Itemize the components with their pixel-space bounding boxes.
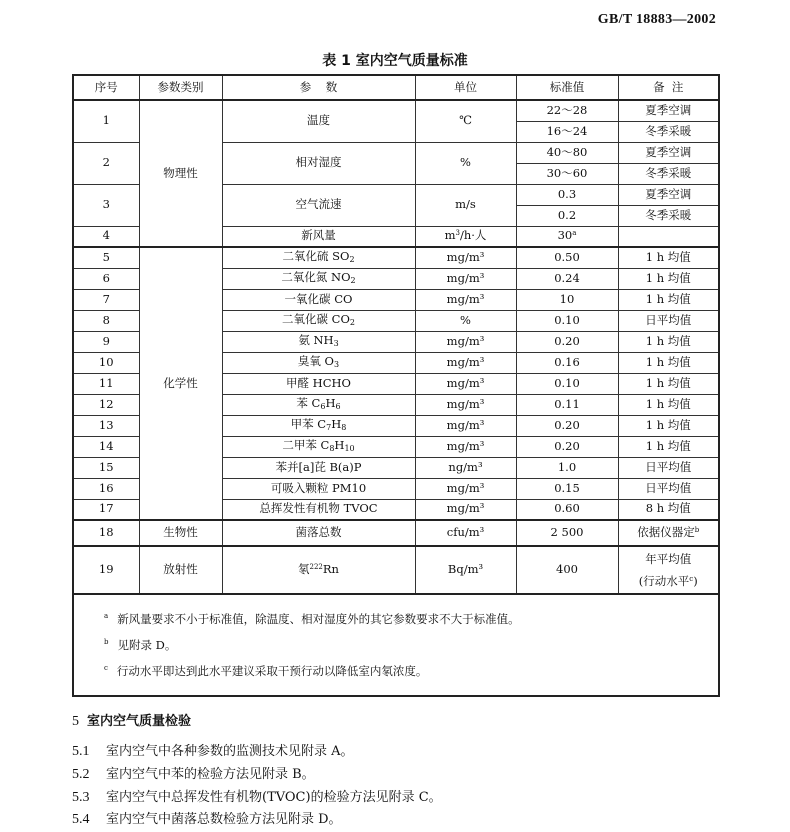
cell-unit: $m^3/h\cdot$人 [415, 226, 516, 247]
cell-no: 15 [73, 457, 139, 478]
cell-note [618, 226, 719, 247]
cell-no: 19 [73, 546, 139, 594]
cell-unit: m/s [415, 184, 516, 226]
cell-no: 12 [73, 394, 139, 415]
cell-no: 16 [73, 478, 139, 499]
cell-param: 二氧化氮 $NO_2$ [222, 268, 415, 289]
cell-value: 0.20 [516, 415, 618, 436]
cell-note: 8 h 均值 [618, 499, 719, 520]
cell-unit: cfu/m³ [415, 520, 516, 546]
cell-unit: mg/m³ [415, 247, 516, 268]
cell-note: 夏季空调 [618, 142, 719, 163]
cell-note: 夏季空调 [618, 184, 719, 205]
clause-5-3: 5.3 室内空气中总挥发性有机物(TVOC)的检验方法见附录 C。 [72, 790, 442, 805]
cell-unit: mg/m³ [415, 289, 516, 310]
footnote-row [73, 594, 719, 696]
col-header-remark: 备 注 [618, 75, 719, 100]
cell-param: 二氧化碳 $CO_2$ [222, 310, 415, 331]
cell-unit: mg/m³ [415, 373, 516, 394]
clause-5-1: 5.1 室内空气中各种参数的监测技术见附录 A。 [72, 744, 354, 759]
table-row [73, 520, 719, 546]
section-title: 室内空气质量检验 [87, 714, 192, 729]
cell-no: 11 [73, 373, 139, 394]
table-title: 表 1 室内空气质量标准 [322, 53, 468, 69]
cell-param: 二甲苯 $C_8H_{10}$ [222, 436, 415, 457]
cell-param: 温度 [222, 100, 415, 142]
cell-note: 冬季采暖 [618, 121, 719, 142]
cell-no: 2 [73, 142, 139, 184]
standard-code: GB/T 18883—2002 [597, 12, 716, 27]
cell-value: 400 [516, 546, 618, 594]
cell-param: 臭氧 $O_3$ [222, 352, 415, 373]
cell-no: 14 [73, 436, 139, 457]
cell-no: 18 [73, 520, 139, 546]
table-row [73, 100, 719, 121]
cell-param: 新风量 [222, 226, 415, 247]
cell-value: 1.0 [516, 457, 618, 478]
cell-note: 1 h 均值 [618, 268, 719, 289]
footnote-b: $^b$ 见附录 D。 [104, 638, 177, 652]
cell-param: 甲苯 $C_7H_8$ [222, 415, 415, 436]
cell-unit: mg/m³ [415, 499, 516, 520]
cell-param: 可吸入颗粒 PM10 [222, 478, 415, 499]
cell-unit: mg/m³ [415, 331, 516, 352]
cell-value: 16～24 [516, 121, 618, 142]
cell-note: 1 h 均值 [618, 394, 719, 415]
cell-note: 冬季采暖 [618, 163, 719, 184]
cell-value: 0.10 [516, 310, 618, 331]
table-footnotes [73, 594, 719, 696]
col-header-unit: 单位 [415, 75, 516, 100]
category-physical: 物理性 [139, 100, 222, 247]
cell-value: 30～60 [516, 163, 618, 184]
cell-unit: Bq/m³ [415, 546, 516, 594]
cell-note: 日平均值 [618, 310, 719, 331]
cell-unit: mg/m³ [415, 394, 516, 415]
table-row [73, 247, 719, 268]
air-quality-standard-table [72, 74, 720, 697]
cell-note: 冬季采暖 [618, 205, 719, 226]
cell-value: 0.20 [516, 436, 618, 457]
category-biological: 生物性 [139, 520, 222, 546]
table-header-row [73, 75, 719, 100]
cell-param: 二氧化硫 $SO_2$ [222, 247, 415, 268]
col-header-parameter: 参 数 [222, 75, 415, 100]
cell-value: 0.3 [516, 184, 618, 205]
cell-value: 0.24 [516, 268, 618, 289]
cell-unit: % [415, 142, 516, 184]
cell-note: 1 h 均值 [618, 352, 719, 373]
table-row [73, 546, 719, 594]
clause-5-4: 5.4 室内空气中菌落总数检验方法见附录 D。 [72, 812, 342, 827]
cell-note: 1 h 均值 [618, 289, 719, 310]
cell-unit: ng/m³ [415, 457, 516, 478]
cell-no: 4 [73, 226, 139, 247]
cell-param: 苯 $C_6H_6$ [222, 394, 415, 415]
cell-value: 0.10 [516, 373, 618, 394]
cell-value: 0.50 [516, 247, 618, 268]
cell-param: 一氧化碳 CO [222, 289, 415, 310]
cell-value: 10 [516, 289, 618, 310]
cell-note: 夏季空调 [618, 100, 719, 121]
cell-no: 9 [73, 331, 139, 352]
cell-value: 0.60 [516, 499, 618, 520]
cell-value: 0.16 [516, 352, 618, 373]
cell-unit: mg/m³ [415, 436, 516, 457]
cell-value: 2 500 [516, 520, 618, 546]
clause-5-2: 5.2 室内空气中苯的检验方法见附录 B。 [72, 767, 315, 782]
cell-note: 1 h 均值 [618, 331, 719, 352]
cell-param: 总挥发性有机物 TVOC [222, 499, 415, 520]
cell-note: 1 h 均值 [618, 436, 719, 457]
cell-note: 依据仪器定$^b$ [618, 520, 719, 546]
cell-value: 40～80 [516, 142, 618, 163]
cell-unit: mg/m³ [415, 478, 516, 499]
cell-no: 17 [73, 499, 139, 520]
cell-no: 6 [73, 268, 139, 289]
cell-param: 空气流速 [222, 184, 415, 226]
cell-value: 0.15 [516, 478, 618, 499]
section-number: 5 [72, 714, 79, 729]
cell-unit: mg/m³ [415, 268, 516, 289]
cell-param: 相对湿度 [222, 142, 415, 184]
cell-note: 日平均值 [618, 457, 719, 478]
col-header-standard: 标准值 [516, 75, 618, 100]
footnote-a: $^a$ 新风量要求不小于标准值，除温度、相对湿度外的其它参数要求不大于标准值。 [104, 612, 520, 626]
cell-value: 30$^a$ [516, 226, 618, 247]
cell-param: 氨 $NH_3$ [222, 331, 415, 352]
cell-note: 年平均值 (行动水平$^c$) [618, 546, 719, 594]
category-radioactive: 放射性 [139, 546, 222, 594]
cell-note: 1 h 均值 [618, 247, 719, 268]
cell-note: 日平均值 [618, 478, 719, 499]
cell-unit: mg/m³ [415, 352, 516, 373]
category-chemical: 化学性 [139, 247, 222, 520]
cell-no: 13 [73, 415, 139, 436]
cell-unit: mg/m³ [415, 415, 516, 436]
col-header-no: 序号 [73, 75, 139, 100]
cell-no: 1 [73, 100, 139, 142]
cell-param: 甲醛 HCHO [222, 373, 415, 394]
cell-no: 10 [73, 352, 139, 373]
cell-param: 菌落总数 [222, 520, 415, 546]
cell-note: 1 h 均值 [618, 373, 719, 394]
section-heading [72, 710, 191, 730]
footnote-c: $^c$ 行动水平即达到此水平建议采取干预行动以降低室内氡浓度。 [104, 664, 428, 678]
cell-note: 1 h 均值 [618, 415, 719, 436]
col-header-category: 参数类别 [139, 75, 222, 100]
cell-unit: ℃ [415, 100, 516, 142]
cell-value: 0.2 [516, 205, 618, 226]
cell-param: 苯并[a]芘 B(a)P [222, 457, 415, 478]
cell-value: 0.20 [516, 331, 618, 352]
cell-no: 8 [73, 310, 139, 331]
cell-value: 0.11 [516, 394, 618, 415]
cell-value: 22～28 [516, 100, 618, 121]
cell-no: 7 [73, 289, 139, 310]
cell-no: 3 [73, 184, 139, 226]
cell-param: 氡$^{222}$Rn [222, 546, 415, 594]
cell-unit: % [415, 310, 516, 331]
cell-no: 5 [73, 247, 139, 268]
